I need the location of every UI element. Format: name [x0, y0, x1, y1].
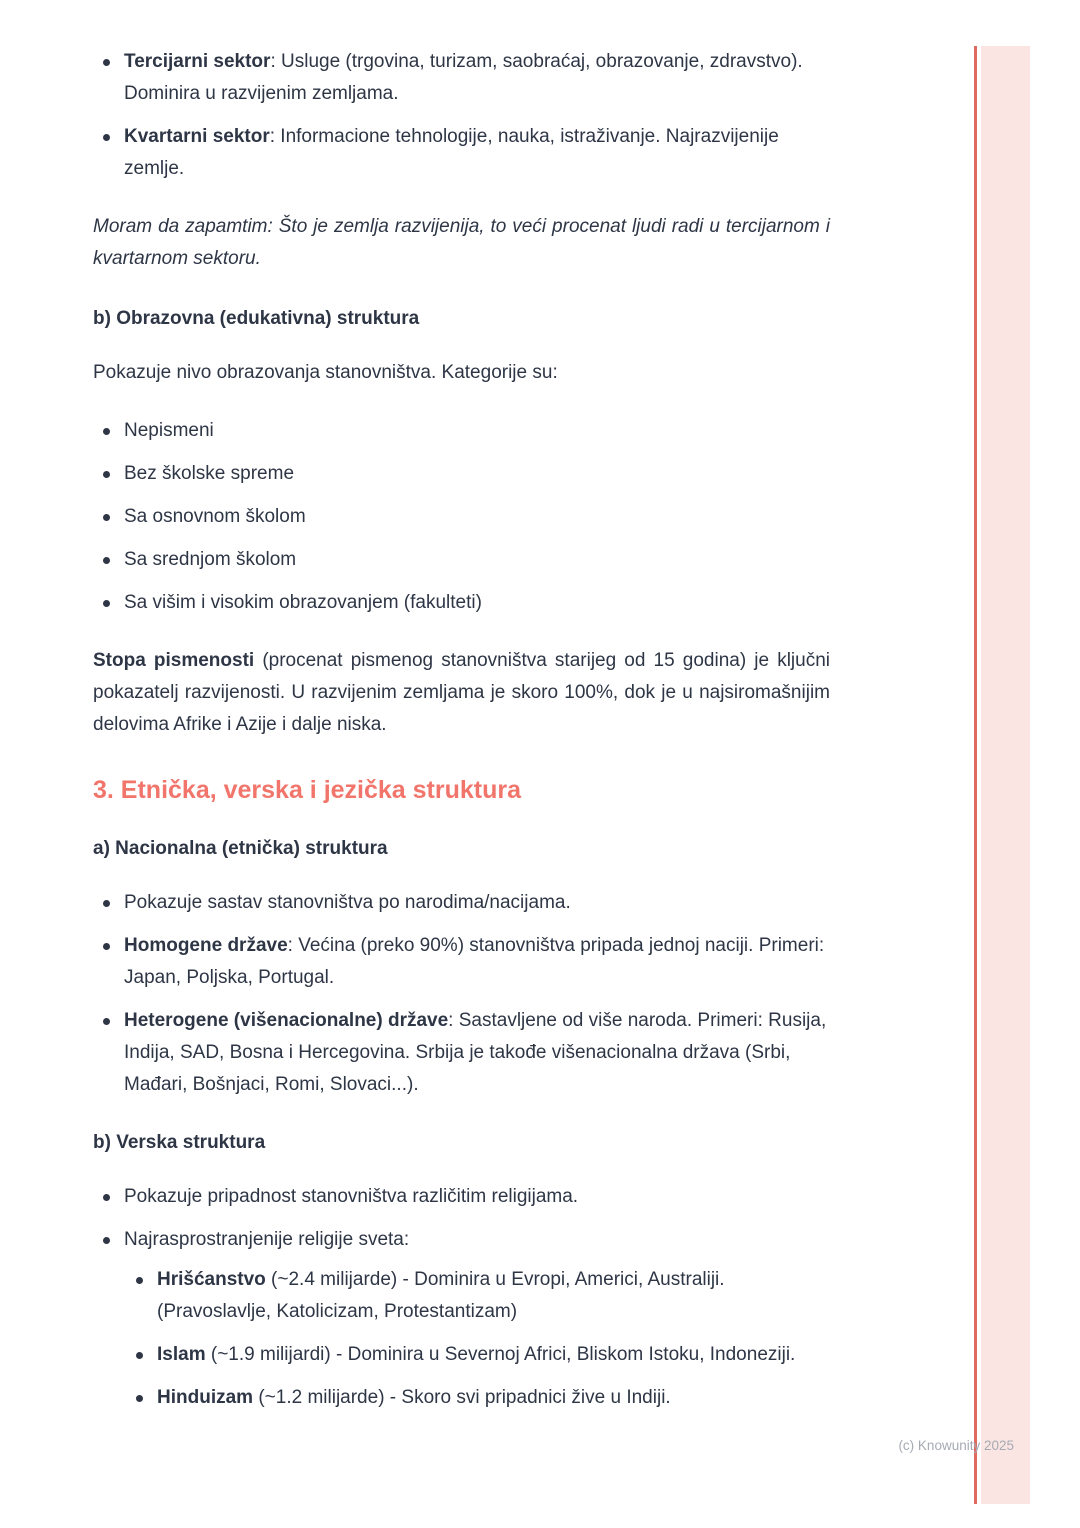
- heading-religious-structure: b) Verska struktura: [93, 1132, 266, 1153]
- term-label: Heterogene (višenacionalne) države: [124, 1010, 449, 1031]
- list-item-illiterate: [93, 415, 830, 447]
- list-item-primary-school: [93, 501, 830, 533]
- term-label: Kvartarni sektor: [124, 126, 270, 147]
- list-item-text: Pokazuje sastav stanovništva po narodima/nacijama.: [124, 892, 571, 913]
- list-item-heterogeneous-states: [93, 1005, 830, 1101]
- reminder-note: Moram da zapamtim: Što je zemlja razvijenija, to veći procenat ljudi radi u tercijarnom i kvartarnom sektoru.: [93, 216, 830, 269]
- list-item-islam: [126, 1339, 830, 1371]
- term-label: Stopa pismenosti: [93, 650, 255, 671]
- list-item-higher-education: [93, 587, 830, 619]
- list-item-religion-affiliation: [93, 1181, 830, 1213]
- list-item-text: Najrasprostranjenije religije sveta:: [124, 1229, 410, 1250]
- list-item-label: Bez školske spreme: [124, 463, 295, 484]
- list-item-tertiary-sector: [93, 46, 830, 110]
- sector-list: [93, 46, 830, 185]
- term-definition: : Informacione tehnologije, nauka, istraživanje. Najrazvijenije zemlje.: [124, 126, 779, 179]
- heading-ethnic-structure: a) Nacionalna (etnička) struktura: [93, 838, 388, 859]
- list-item-secondary-school: [93, 544, 830, 576]
- margin-accent-line: [974, 46, 977, 1504]
- list-item-label: Nepismeni: [124, 420, 214, 441]
- list-item-label: Sa višim i visokim obrazovanjem (fakulteti): [124, 592, 482, 613]
- term-definition: (procenat pismenog stanovništva starijeg od 15 godina) je ključni pokazatelj razvijenosti. U razvijenim zemljama je skoro 100%, dok je u najsiromašnijim delovima Afrike i Azije i dalje niska.: [93, 650, 830, 735]
- term-definition: : Sastavljene od više naroda. Primeri: Rusija, Indija, SAD, Bosna i Hercegovina. Srbija je takođe višenacionalna država (Srbi, Mađari, Bošnjaci, Romi, Slovaci...).: [124, 1010, 827, 1095]
- literacy-paragraph: [93, 645, 830, 741]
- term-label: Islam: [157, 1344, 206, 1365]
- term-definition: : Usluge (trgovina, turizam, saobraćaj, obrazovanje, zdravstvo). Dominira u razvijenim zemljama.: [124, 51, 803, 104]
- list-item-label: Sa srednjom školom: [124, 549, 297, 570]
- copyright-footer: (c) Knowunity 2025: [898, 1438, 1014, 1453]
- list-item-world-religions: [93, 1224, 830, 1414]
- term-definition: : Većina (preko 90%) stanovništva pripada jednoj naciji. Primeri: Japan, Poljska, Portugal.: [124, 935, 825, 988]
- list-item-ethnic-composition: [93, 887, 830, 919]
- term-label: Hrišćanstvo: [157, 1269, 266, 1290]
- document-content: [93, 46, 830, 1440]
- list-item-hinduism: [126, 1382, 830, 1414]
- margin-accent-panel: [981, 46, 1030, 1504]
- list-item-quaternary-sector: [93, 121, 830, 185]
- heading-education-structure: b) Obrazovna (edukativna) struktura: [93, 308, 420, 329]
- list-item-homogeneous-states: [93, 930, 830, 994]
- list-item-label: Sa osnovnom školom: [124, 506, 306, 527]
- religious-structure-list: [93, 1181, 830, 1414]
- term-label: Homogene države: [124, 935, 288, 956]
- term-label: Hinduizam: [157, 1387, 254, 1408]
- list-item-text: Pokazuje pripadnost stanovništva različitim religijama.: [124, 1186, 579, 1207]
- list-item-christianity: [126, 1264, 830, 1328]
- section-heading-ethnic-religious-linguistic: 3. Etnička, verska i jezička struktura: [93, 776, 522, 804]
- education-categories-list: [93, 415, 830, 619]
- education-intro: Pokazuje nivo obrazovanja stanovništva. Kategorije su:: [93, 362, 558, 383]
- world-religions-sublist: [126, 1264, 830, 1414]
- term-definition: (~2.4 milijarde) - Dominira u Evropi, Americi, Australiji. (Pravoslavlje, Katolicizam, Protestantizam): [157, 1269, 725, 1322]
- list-item-no-schooling: [93, 458, 830, 490]
- ethnic-structure-list: [93, 887, 830, 1101]
- term-definition: (~1.9 milijardi) - Dominira u Severnoj Africi, Bliskom Istoku, Indoneziji.: [205, 1344, 796, 1365]
- term-label: Tercijarni sektor: [124, 51, 271, 72]
- term-definition: (~1.2 milijarde) - Skoro svi pripadnici žive u Indiji.: [253, 1387, 671, 1408]
